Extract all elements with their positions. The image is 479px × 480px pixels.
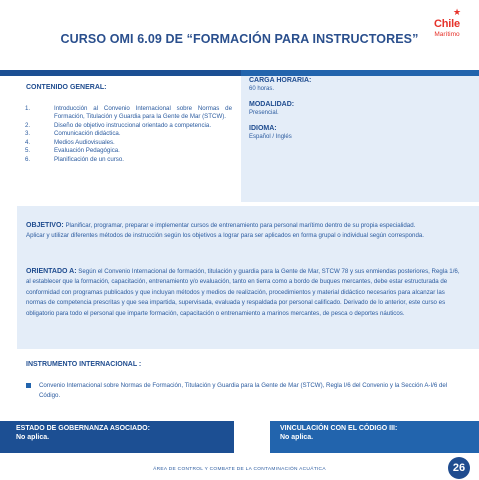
gobernanza-value: No aplica. bbox=[16, 434, 50, 441]
instrumento-panel bbox=[17, 352, 479, 408]
objetivo-block bbox=[26, 221, 461, 242]
list-item-text: Evaluación Pedagógica. bbox=[54, 147, 120, 155]
modalidad-label: MODALIDAD: bbox=[249, 101, 295, 108]
contenido-list bbox=[25, 105, 232, 165]
page-title: CURSO OMI 6.09 DE “FORMACIÓN PARA INSTRUCTORES” bbox=[60, 32, 419, 46]
list-item bbox=[25, 130, 232, 138]
list-item bbox=[25, 122, 232, 130]
orientado-label: ORIENTADO A: bbox=[26, 268, 77, 275]
list-item-number: 6. bbox=[25, 156, 31, 164]
logo-text-bottom: Marítimo bbox=[434, 31, 460, 38]
objetivo-label: OBJETIVO: bbox=[26, 222, 64, 229]
carga-horaria-label: CARGA HORARIA: bbox=[249, 77, 312, 84]
list-item-number: 3. bbox=[25, 130, 31, 138]
list-item bbox=[25, 156, 232, 164]
star-icon: ★ bbox=[453, 7, 462, 17]
list-item-text: Medios Audiovisuales. bbox=[54, 138, 115, 146]
footer-text: ÁREA DE CONTROL Y COMBATE DE LA CONTAMINACIÓN ACUÁTICA bbox=[153, 467, 326, 472]
list-item bbox=[25, 105, 232, 121]
instrumento-text: Convenio Internacional sobre Normas de Formación, Titulación y Guardia para la Gente de Mar (STCW), Regla I/6 del Convenio y la Sección A-I/6 del Código. bbox=[39, 382, 448, 400]
list-item-number: 2. bbox=[25, 121, 31, 129]
list-item-text: Diseño de objetivo instruccional orientado a competencia. bbox=[54, 121, 212, 129]
square-bullet-icon bbox=[26, 383, 31, 388]
vinculacion-value: No aplica. bbox=[280, 434, 314, 441]
objetivo-section bbox=[17, 206, 479, 349]
contenido-general-heading: CONTENIDO GENERAL: bbox=[26, 84, 107, 91]
list-item-text: Introducción al Convenio Internacional sobre Normas de Formación, Titulación y Guardia para la Gente de Mar (STCW). bbox=[54, 105, 232, 121]
logo-text-top: Chile bbox=[434, 18, 460, 30]
instrumento-heading: INSTRUMENTO INTERNACIONAL : bbox=[26, 361, 142, 368]
list-item-number: 1. bbox=[25, 105, 31, 112]
gobernanza-label: ESTADO DE GOBERNANZA ASOCIADO: bbox=[16, 425, 150, 432]
vinculacion-label: VINCULACIÓN CON EL CÓDIGO III: bbox=[280, 425, 398, 432]
list-item-text: Comunicación didáctica. bbox=[54, 130, 121, 138]
objetivo-text-2: Aplicar y utilizar diferentes métodos de instrucción según los objetivos a lograr para ser aplicados en forma grupal o individual según corresponda. bbox=[26, 232, 424, 240]
page-number-badge: 26 bbox=[448, 457, 470, 479]
course-info-panel bbox=[241, 76, 479, 202]
orientado-block bbox=[26, 267, 461, 319]
carga-horaria-value: 60 horas. bbox=[249, 86, 275, 92]
list-item-number: 5. bbox=[25, 147, 31, 155]
orientado-text: Según el Convenio Internacional de formación, titulación y guardia para la Gente de Mar, STCW 78 y sus enmiendas posteriores, Regla 1/6, al establecer que la formación, capacitación, entrenamiento y/o evaluación, tanto en tierra como a bordo de buques mercantes, debe estar estructurada de conformidad con programas publicados y que incluyan métodos y medios de realización, procedimientos y material didáctico necesarios para alcanzar las normas de competencia prescritas y que sea impartida, supervisada, evaluada y respaldada por personal calificado. Derivado de lo anterior, este curso es obligatorio para todo el personal que imparte formación, capacitación o entrenamiento a marinos mercantes, de pesca o deportes náuticos. bbox=[26, 268, 460, 317]
idioma-value: Español / Inglés bbox=[249, 134, 292, 140]
vinculacion-box bbox=[270, 421, 479, 453]
list-item bbox=[25, 139, 232, 147]
modalidad-value: Presencial. bbox=[249, 110, 279, 116]
contenido-general-panel bbox=[17, 76, 241, 202]
list-item-text: Planificación de un curso. bbox=[54, 156, 124, 164]
list-item bbox=[25, 147, 232, 155]
list-item-number: 4. bbox=[25, 138, 31, 146]
idioma-label: IDIOMA: bbox=[249, 125, 277, 132]
objetivo-text: Planificar, programar, preparar e implementar cursos de entrenamiento para personal marítimo dentro de su propia especialidad. bbox=[65, 222, 416, 229]
gobernanza-box bbox=[0, 421, 234, 453]
